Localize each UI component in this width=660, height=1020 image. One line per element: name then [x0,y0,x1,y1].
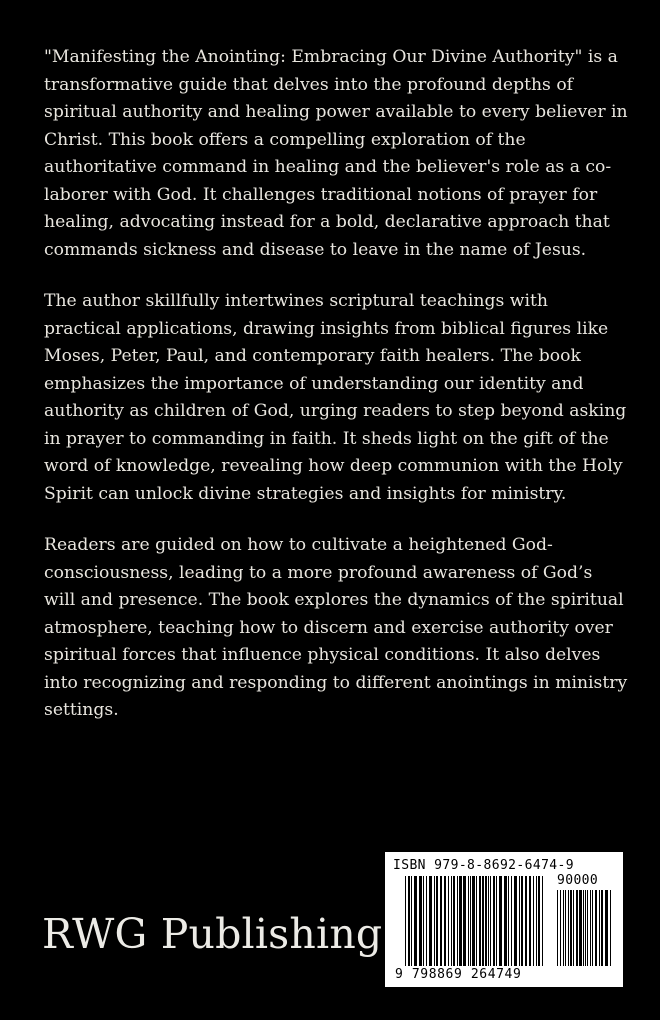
barcode-bar [405,876,406,966]
barcode-bar [426,876,427,966]
barcode-bar [457,876,458,966]
ean-digits-label: 9 798869 264749 [395,967,522,982]
isbn-barcode [385,852,623,987]
barcode-bar [533,876,534,966]
barcode-bar [519,876,520,966]
barcode-bar [476,876,477,966]
barcode-bar [444,876,446,966]
barcode-bar [585,890,586,966]
barcode-bar [565,890,566,966]
barcode-bar [496,876,497,966]
barcode-bar [542,876,543,966]
description-paragraph-1: "Manifesting the Anointing: Embracing Our Divine Authority" is a transformative guide that delves into the profound depths of spiritual authority and healing power available to every believer in Christ. This book offers a compelling exploration of the authoritative command in healing and the believer's role as a co-laborer with God. It challenges traditional notions of prayer for healing, advocating instead for a bold, declarative approach that commands sickness and disease to leave in the name of Jesus. [44,47,628,260]
barcode-bar [429,876,432,966]
barcode-bar [579,890,582,966]
barcode-bar [434,876,435,966]
barcode-bar [514,876,517,966]
addon-code-label: 90000 [557,873,599,888]
barcode-bar [511,876,512,966]
barcode-bar [472,876,475,966]
barcode-bar [493,876,495,966]
barcode-bar [605,890,608,966]
barcode-bar [538,876,540,966]
barcode-bar [423,876,424,966]
barcode-bar [587,890,588,966]
barcode-bar [463,876,466,966]
description-paragraph-3: Readers are guided on how to cultivate a heightened God-consciousness, leading to a more profound awareness of God’s will and presence. The book explores the dynamics of the spiritual atmosphere, teaching how to discern and exercise authority over spiritual forces that influence physical conditions. It also delves into recognizing and responding to different anointings in ministry settings. [44,535,628,720]
barcode-bar [490,876,491,966]
barcode-bar [568,890,569,966]
barcode-bar [610,890,611,966]
barcode-bar [573,890,574,966]
barcode-bar [521,876,523,966]
barcode-bar [599,890,600,966]
barcode-bar [408,876,410,966]
barcode-bar [536,876,537,966]
barcode-bar [508,876,509,966]
barcode-bar [470,876,471,966]
barcode-bar [499,876,502,966]
barcode-bar [525,876,527,966]
book-description [44,44,628,749]
barcode-bar [482,876,484,966]
barcode-bar [451,876,452,966]
isbn-label: ISBN 979-8-8692-6474-9 [393,858,574,873]
barcode-bar [504,876,507,966]
barcode-bar [459,876,462,966]
barcode-bar [590,890,591,966]
barcode-bar [440,876,442,966]
barcode-bar [419,876,422,966]
barcode-bar [488,876,489,966]
barcode-bar [485,876,487,966]
barcode-bar [436,876,438,966]
barcode-bar [468,876,469,966]
barcode-bar [414,876,417,966]
barcode-bar [592,890,593,966]
barcode-bar [529,876,531,966]
barcode-bar [479,876,481,966]
barcode-bar [583,890,584,966]
barcode-bar [411,876,412,966]
barcode-bar [557,890,558,966]
description-paragraph-2: The author skillfully intertwines scriptural teachings with practical applications, drawing insights from biblical figures like Moses, Peter, Paul, and contemporary faith healers. The book emphasizes the importance of understanding our identity and authority as children of God, urging readers to step beyond asking in prayer to commanding in faith. It sheds light on the gift of the word of knowledge, revealing how deep communion with the Holy Spirit can unlock divine strategies and insights for ministry. [44,291,627,504]
barcode-bar [563,890,564,966]
barcode-bar [560,890,561,966]
barcode-bar [570,890,572,966]
barcode-bar [601,890,603,966]
publisher-name: RWG Publishing [42,910,383,958]
barcode-bar [448,876,449,966]
barcode-bar [595,890,597,966]
barcode-bar [576,890,578,966]
barcode-bar [453,876,455,966]
